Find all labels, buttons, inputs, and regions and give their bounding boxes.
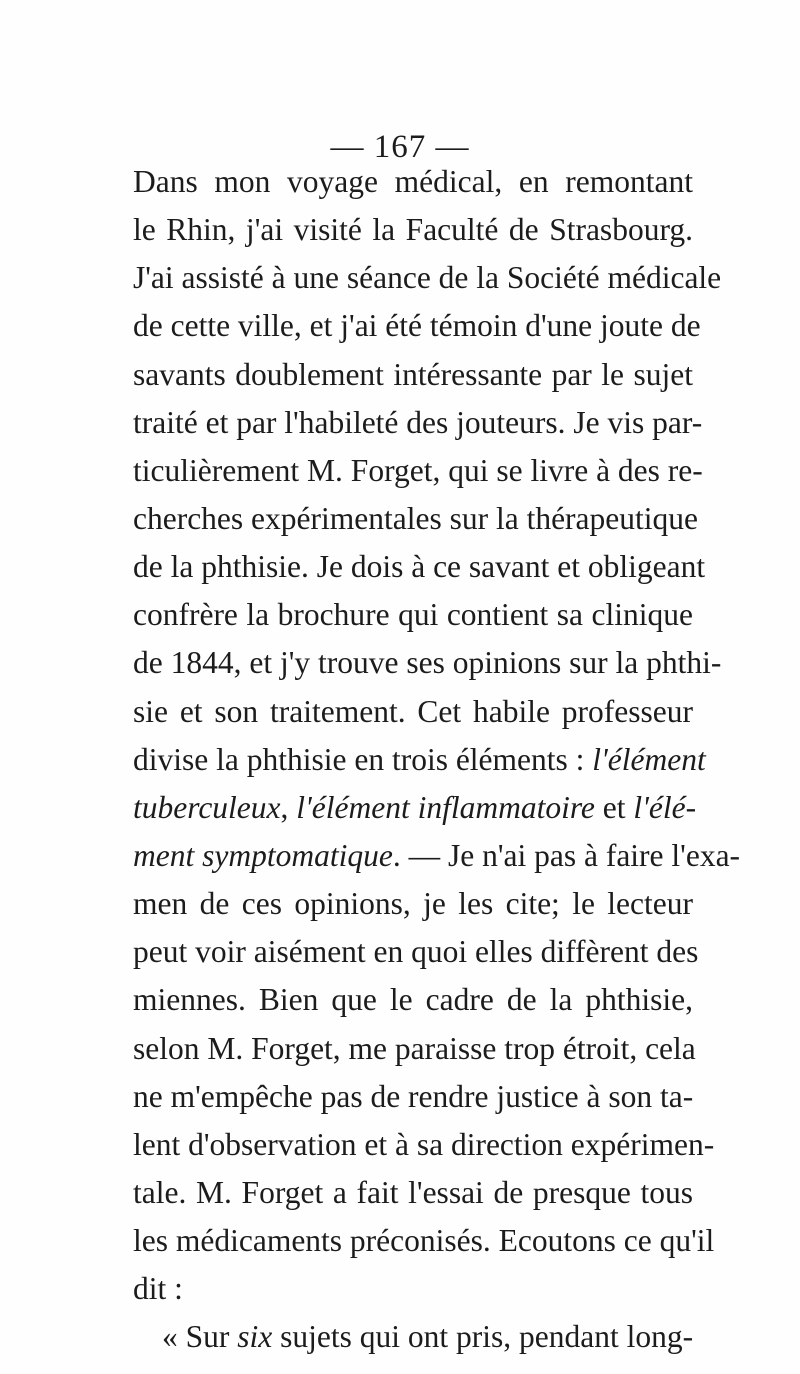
text-segment: et [594, 789, 634, 825]
text-segment: peut voir aisément en quoi elles diffèrent des [133, 934, 699, 970]
text-line [133, 736, 706, 784]
text-line [133, 1169, 693, 1217]
text-segment: , [280, 789, 297, 825]
italic-text: l'élément inflammatoire [296, 789, 595, 825]
text-segment: selon M. Forget, me paraisse trop étroit, cela [133, 1030, 696, 1066]
text-segment: dit : [133, 1271, 183, 1307]
text-segment: de la phthisie. Je dois à ce savant et obligeant [133, 549, 706, 585]
text-line [133, 784, 697, 832]
text-segment: ne m'empêche pas de rendre justice à son ta- [133, 1078, 694, 1114]
text-segment: de cette ville, et j'ai été témoin d'une joute de [133, 308, 701, 344]
text-line [133, 1265, 693, 1313]
text-line [133, 302, 701, 350]
italic-text: six [237, 1319, 273, 1355]
text-line [133, 832, 741, 880]
text-line [133, 254, 722, 302]
page-number: — 167 — [330, 129, 470, 165]
text-line [133, 1025, 696, 1073]
text-line [133, 447, 703, 495]
text-segment: les médicaments préconisés. Ecoutons ce qu'il [133, 1223, 715, 1259]
text-segment: de 1844, et j'y trouve ses opinions sur la phthi- [133, 645, 722, 681]
italic-text: ment symptomatique [133, 837, 393, 873]
text-segment: le Rhin, j'ai visité la Faculté de Strasbourg. [133, 212, 693, 248]
text-segment: cherches expérimentales sur la thérapeutique [133, 500, 698, 536]
body-text [133, 158, 741, 1362]
text-segment: tale. M. Forget a fait l'essai de presque tous [133, 1174, 693, 1210]
text-line [133, 1217, 715, 1265]
text-segment: sie et son traitement. Cet habile professeur [133, 693, 693, 729]
text-line [133, 591, 693, 639]
text-line [133, 880, 693, 928]
text-line [133, 1121, 715, 1169]
text-segment: ticulièrement M. Forget, qui se livre à des re- [133, 452, 703, 488]
text-segment: savants doublement intéressante par le sujet [133, 356, 693, 392]
text-line [133, 1073, 693, 1121]
text-line [133, 1313, 693, 1361]
text-segment: traité et par l'habileté des jouteurs. Je vis par- [133, 404, 703, 440]
text-line [133, 351, 693, 399]
text-segment: divise la phthisie en trois éléments : [133, 741, 593, 777]
text-line [133, 399, 703, 447]
text-segment: « Sur [162, 1319, 238, 1355]
text-line [133, 206, 693, 254]
text-line [133, 543, 706, 591]
text-line [133, 495, 698, 543]
text-line [133, 928, 699, 976]
text-line [133, 976, 693, 1024]
text-segment: confrère la brochure qui contient sa clinique [133, 597, 693, 633]
italic-text: l'élément [592, 741, 706, 777]
text-line [133, 639, 722, 687]
text-segment: men de ces opinions, je les cite; le lecteur [133, 886, 693, 922]
text-segment: miennes. Bien que le cadre de la phthisie, [133, 982, 693, 1018]
text-segment: . — Je n'ai pas à faire l'exa- [392, 837, 741, 873]
text-line [133, 158, 693, 206]
italic-text: l'élé- [633, 789, 697, 825]
italic-text: tuberculeux [133, 789, 281, 825]
text-segment: J'ai assisté à une séance de la Société médicale [133, 260, 722, 296]
text-segment: Dans mon voyage médical, en remontant [133, 164, 693, 199]
text-segment: sujets qui ont pris, pendant long- [272, 1319, 694, 1355]
text-segment: lent d'observation et à sa direction expérimen- [133, 1126, 715, 1162]
text-line [133, 688, 693, 736]
